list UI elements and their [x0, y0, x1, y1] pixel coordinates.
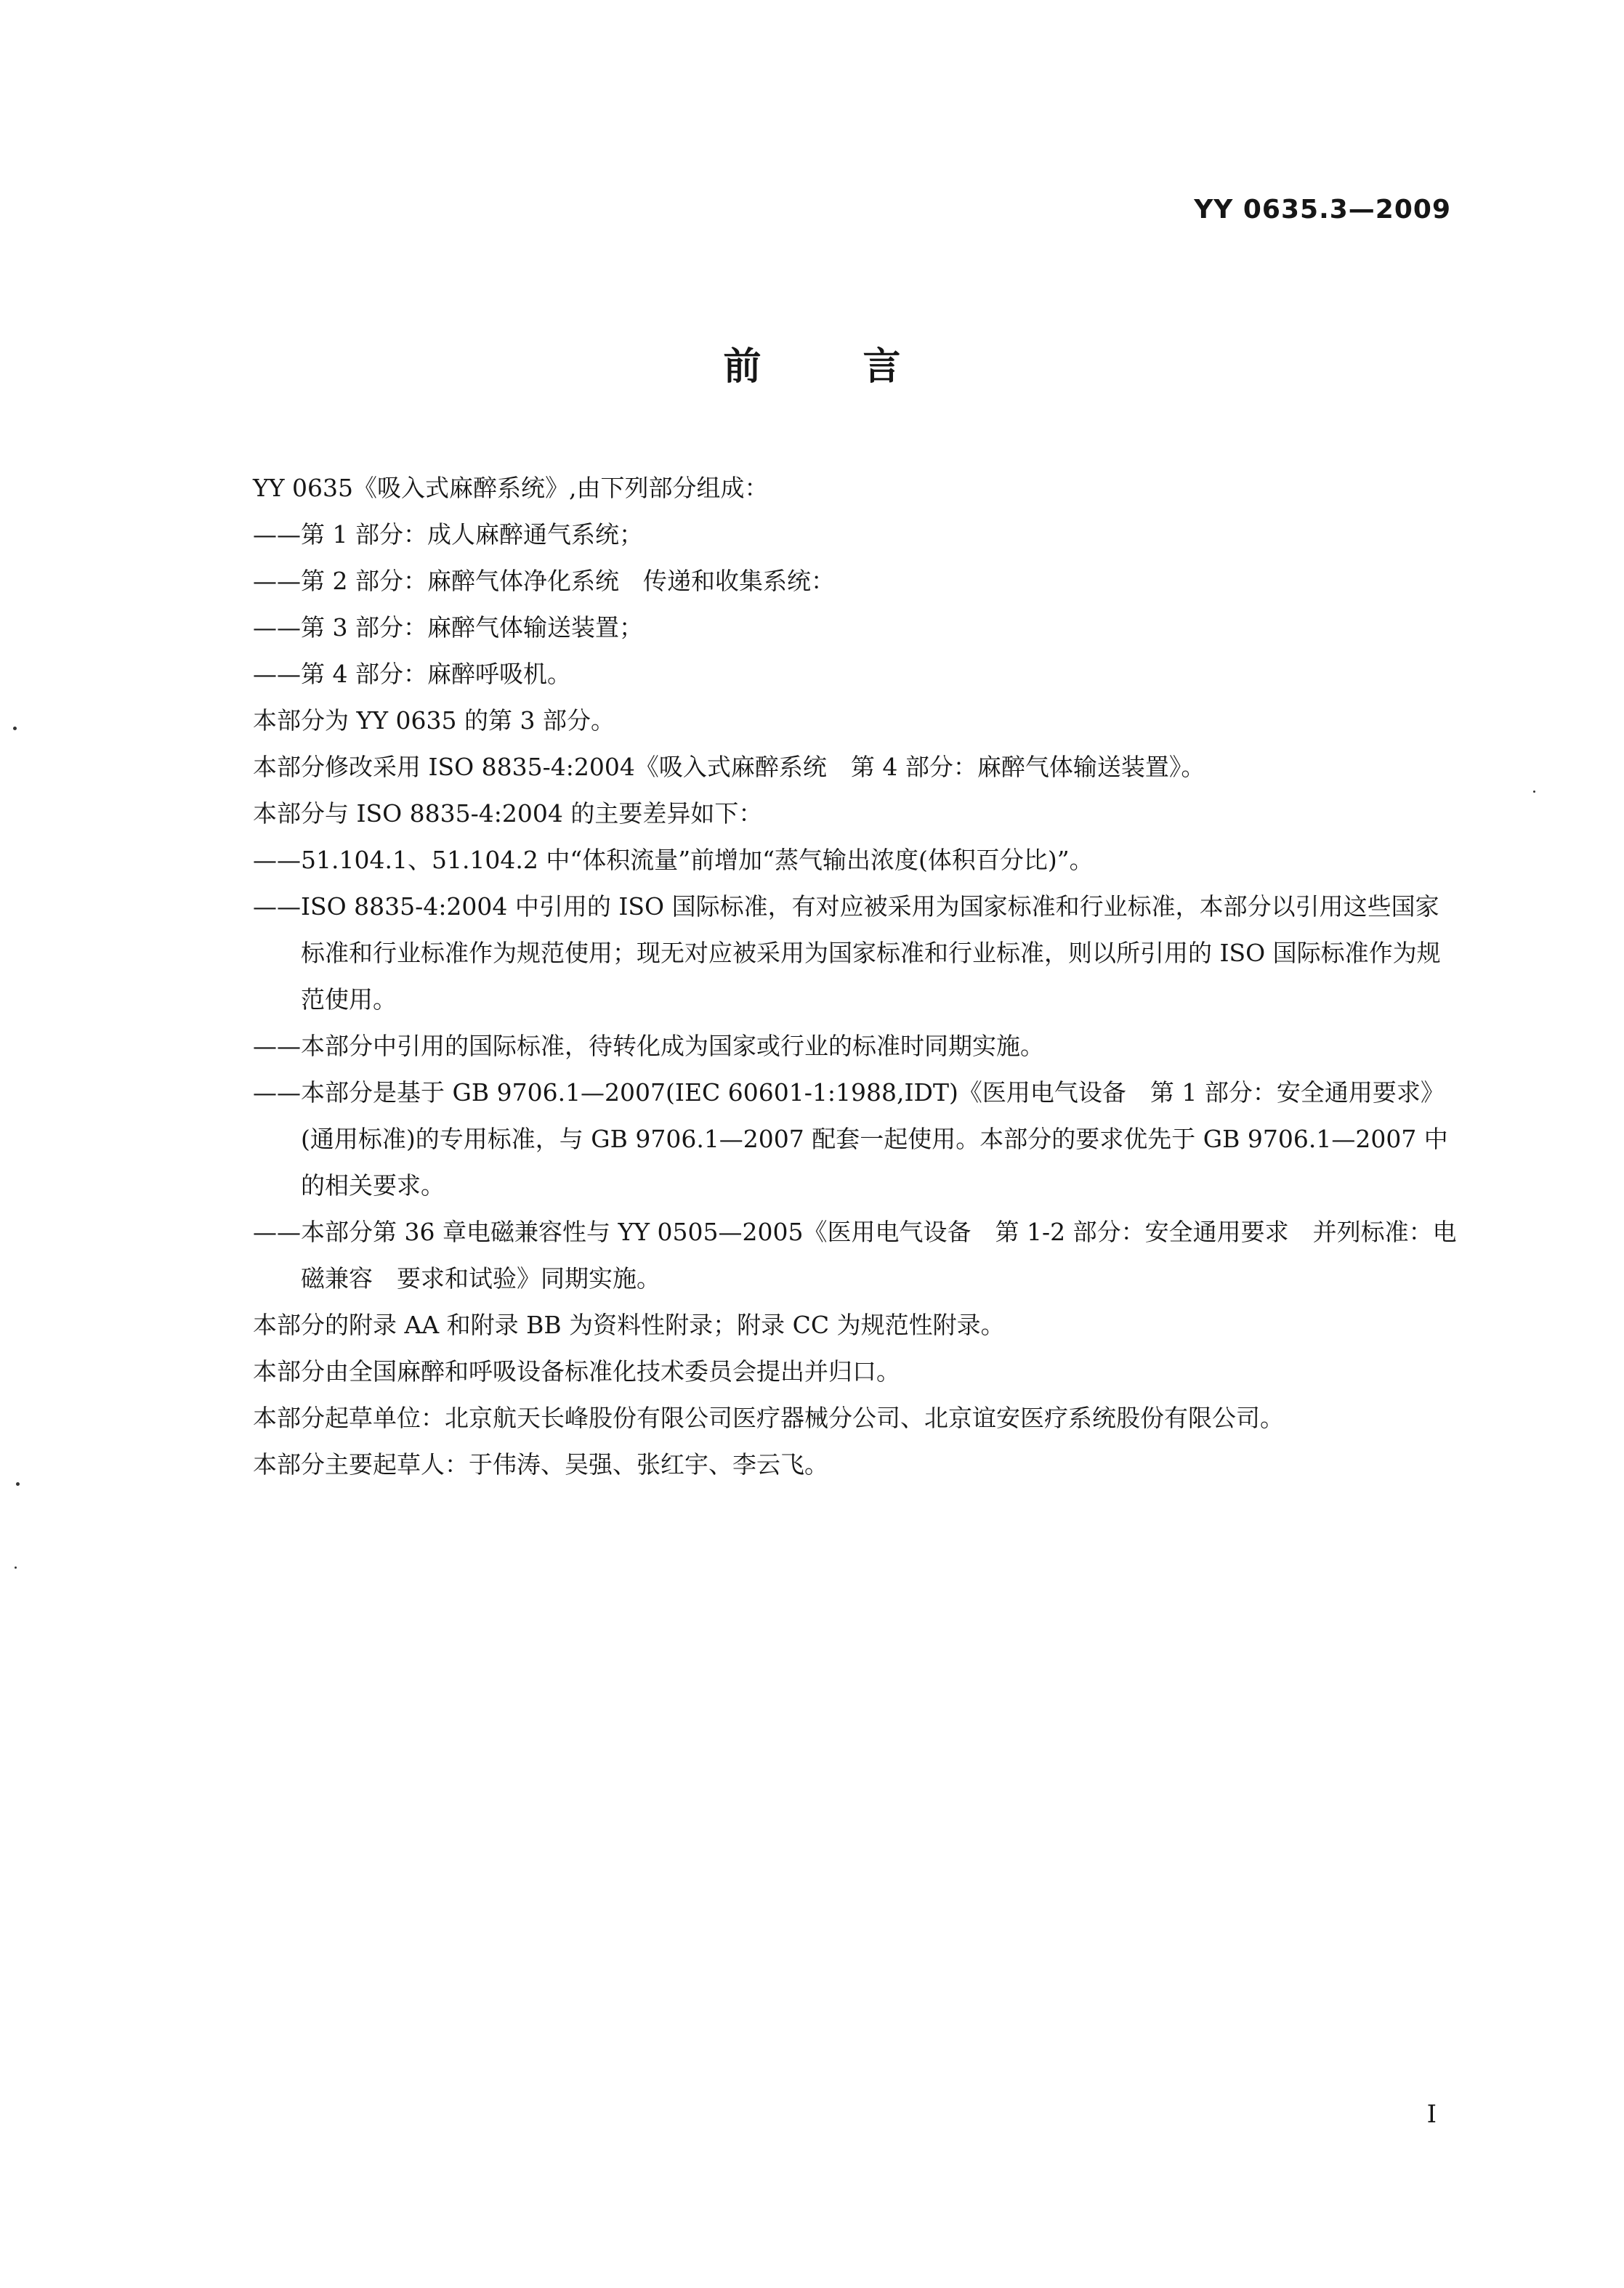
scan-speck — [16, 1482, 20, 1486]
paragraph-adoption: 本部分修改采用 ISO 8835-4:2004《吸入式麻醉系统 第 4 部分：麻醉气体输送装置》。 — [253, 753, 1205, 781]
list-item-part-4: ——第 4 部分：麻醉呼吸机。 — [253, 660, 571, 688]
paragraph-committee: 本部分由全国麻醉和呼吸设备标准化技术委员会提出并归口。 — [253, 1357, 900, 1386]
scan-speck — [13, 727, 17, 730]
scan-speck — [1533, 791, 1535, 793]
scan-speck — [15, 1567, 17, 1569]
list-item-part-3: ——第 3 部分：麻醉气体输送装置； — [253, 613, 643, 642]
paragraph-composition: YY 0635《吸入式麻醉系统》,由下列部分组成： — [253, 474, 769, 502]
list-item-difference-2: ——ISO 8835-4:2004 中引用的 ISO 国际标准，有对应被采用为国家标准和行业标准，本部分以引用这些国家标准和行业标准作为规范使用；现无对应被采用为国家标准和行业标准，则以所引用的 ISO 国际标准作为规范使用。 — [253, 892, 1441, 1014]
page-title: 前言 — [723, 345, 1003, 389]
list-item-part-2: ——第 2 部分：麻醉气体净化系统 传递和收集系统： — [253, 567, 835, 595]
list-item-difference-1: ——51.104.1、51.104.2 中“体积流量”前增加“蒸气输出浓度(体积百分比)”。 — [253, 846, 1094, 874]
foreword-body — [253, 465, 1463, 1488]
list-item-difference-3: ——本部分中引用的国际标准，待转化成为国家或行业的标准时同期实施。 — [253, 1032, 1044, 1060]
paragraph-drafters: 本部分主要起草人：于伟涛、吴强、张红宇、李云飞。 — [253, 1450, 828, 1479]
list-item-part-1: ——第 1 部分：成人麻醉通气系统； — [253, 520, 643, 549]
list-item-difference-4: ——本部分是基于 GB 9706.1—2007(IEC 60601-1:1988,IDT)《医用电气设备 第 1 部分：安全通用要求》(通用标准)的专用标准，与 GB 9706.1—2007 配套一起使用。本部分的要求优先于 GB 9706.1—2007 中的相关要求。 — [253, 1078, 1448, 1200]
standard-code: YY 0635.3—2009 — [1194, 195, 1451, 225]
list-item-difference-5: ——本部分第 36 章电磁兼容性与 YY 0505—2005《医用电气设备 第 1-2 部分：安全通用要求 并列标准：电磁兼容 要求和试验》同期实施。 — [253, 1218, 1457, 1293]
paragraph-differences-intro: 本部分与 ISO 8835-4:2004 的主要差异如下： — [253, 799, 763, 828]
page-number: I — [1426, 2100, 1437, 2129]
paragraph-annexes: 本部分的附录 AA 和附录 BB 为资料性附录；附录 CC 为规范性附录。 — [253, 1311, 1005, 1339]
paragraph-drafting-units: 本部分起草单位：北京航天长峰股份有限公司医疗器械分公司、北京谊安医疗系统股份有限公司。 — [253, 1404, 1284, 1432]
paragraph-this-part: 本部分为 YY 0635 的第 3 部分。 — [253, 706, 615, 735]
